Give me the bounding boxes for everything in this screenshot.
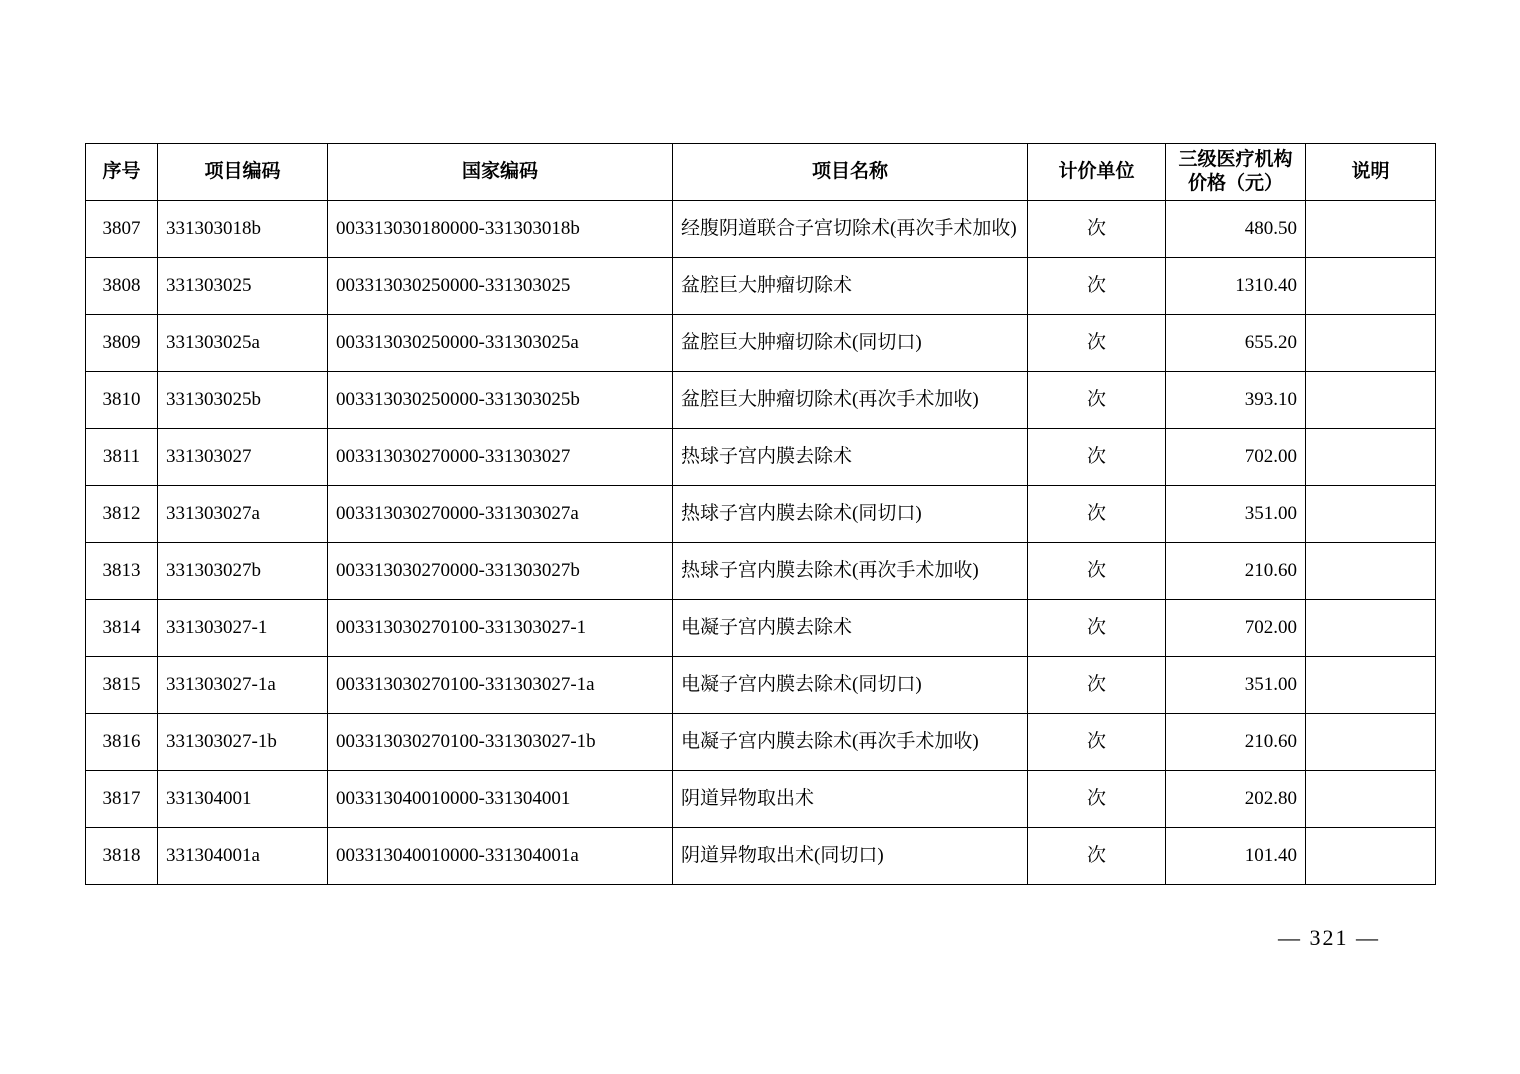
cell-item-name: 盆腔巨大肿瘤切除术 (673, 257, 1028, 314)
cell-item-code: 331304001 (158, 770, 328, 827)
cell-note (1306, 257, 1436, 314)
cell-note (1306, 770, 1436, 827)
cell-item-name: 热球子宫内膜去除术 (673, 428, 1028, 485)
cell-unit: 次 (1028, 314, 1166, 371)
table-row (86, 200, 1436, 257)
cell-price: 202.80 (1166, 770, 1306, 827)
cell-seq: 3807 (86, 200, 158, 257)
cell-seq: 3815 (86, 656, 158, 713)
cell-item-name: 经腹阴道联合子宫切除术(再次手术加收) (673, 200, 1028, 257)
cell-item-code: 331303027a (158, 485, 328, 542)
cell-item-name: 盆腔巨大肿瘤切除术(再次手术加收) (673, 371, 1028, 428)
cell-unit: 次 (1028, 371, 1166, 428)
cell-note (1306, 371, 1436, 428)
table-row (86, 827, 1436, 884)
cell-price: 393.10 (1166, 371, 1306, 428)
cell-national-code: 003313030270000-331303027 (328, 428, 673, 485)
cell-price: 210.60 (1166, 713, 1306, 770)
cell-seq: 3809 (86, 314, 158, 371)
cell-seq: 3811 (86, 428, 158, 485)
cell-note (1306, 713, 1436, 770)
cell-national-code: 003313030270100-331303027-1a (328, 656, 673, 713)
cell-item-name: 热球子宫内膜去除术(同切口) (673, 485, 1028, 542)
cell-price: 702.00 (1166, 428, 1306, 485)
cell-national-code: 003313030250000-331303025 (328, 257, 673, 314)
cell-note (1306, 542, 1436, 599)
table-row (86, 428, 1436, 485)
cell-seq: 3810 (86, 371, 158, 428)
cell-item-name: 电凝子宫内膜去除术 (673, 599, 1028, 656)
cell-unit: 次 (1028, 200, 1166, 257)
table-row (86, 485, 1436, 542)
header-item-name: 项目名称 (673, 144, 1028, 201)
cell-item-code: 331303025b (158, 371, 328, 428)
cell-unit: 次 (1028, 770, 1166, 827)
header-seq: 序号 (86, 144, 158, 201)
cell-seq: 3814 (86, 599, 158, 656)
cell-price: 351.00 (1166, 485, 1306, 542)
cell-seq: 3813 (86, 542, 158, 599)
header-price-line2: 价格（元） (1187, 172, 1283, 194)
table-row (86, 542, 1436, 599)
cell-unit: 次 (1028, 656, 1166, 713)
cell-national-code: 003313030250000-331303025a (328, 314, 673, 371)
cell-item-code: 331303027-1b (158, 713, 328, 770)
cell-national-code: 003313030270000-331303027a (328, 485, 673, 542)
header-item-code: 项目编码 (158, 144, 328, 201)
cell-unit: 次 (1028, 257, 1166, 314)
cell-price: 480.50 (1166, 200, 1306, 257)
cell-unit: 次 (1028, 485, 1166, 542)
cell-item-name: 盆腔巨大肿瘤切除术(同切口) (673, 314, 1028, 371)
cell-seq: 3817 (86, 770, 158, 827)
table-row (86, 257, 1436, 314)
table-row (86, 599, 1436, 656)
cell-note (1306, 656, 1436, 713)
cell-note (1306, 314, 1436, 371)
cell-item-code: 331303018b (158, 200, 328, 257)
cell-seq: 3816 (86, 713, 158, 770)
cell-item-code: 331303027 (158, 428, 328, 485)
cell-price: 101.40 (1166, 827, 1306, 884)
cell-item-name: 阴道异物取出术 (673, 770, 1028, 827)
cell-national-code: 003313030250000-331303025b (328, 371, 673, 428)
cell-price: 1310.40 (1166, 257, 1306, 314)
cell-item-name: 电凝子宫内膜去除术(再次手术加收) (673, 713, 1028, 770)
cell-price: 655.20 (1166, 314, 1306, 371)
price-table-container (85, 143, 1435, 885)
cell-price: 351.00 (1166, 656, 1306, 713)
header-note: 说明 (1306, 144, 1436, 201)
cell-item-code: 331303025a (158, 314, 328, 371)
cell-national-code: 003313040010000-331304001a (328, 827, 673, 884)
cell-note (1306, 485, 1436, 542)
cell-unit: 次 (1028, 599, 1166, 656)
cell-note (1306, 827, 1436, 884)
cell-national-code: 003313030270000-331303027b (328, 542, 673, 599)
cell-price: 702.00 (1166, 599, 1306, 656)
cell-national-code: 003313030270100-331303027-1 (328, 599, 673, 656)
medical-price-table (85, 143, 1436, 885)
page-number: — 321 — (1278, 925, 1380, 950)
table-row (86, 770, 1436, 827)
cell-item-code: 331304001a (158, 827, 328, 884)
header-price-line1: 三级医疗机构 (1178, 149, 1293, 170)
cell-seq: 3808 (86, 257, 158, 314)
cell-unit: 次 (1028, 713, 1166, 770)
table-row (86, 314, 1436, 371)
cell-unit: 次 (1028, 428, 1166, 485)
cell-note (1306, 599, 1436, 656)
cell-seq: 3818 (86, 827, 158, 884)
cell-item-name: 电凝子宫内膜去除术(同切口) (673, 656, 1028, 713)
cell-item-code: 331303025 (158, 257, 328, 314)
cell-price: 210.60 (1166, 542, 1306, 599)
cell-note (1306, 428, 1436, 485)
cell-national-code: 003313040010000-331304001 (328, 770, 673, 827)
cell-item-name: 阴道异物取出术(同切口) (673, 827, 1028, 884)
cell-unit: 次 (1028, 827, 1166, 884)
cell-seq: 3812 (86, 485, 158, 542)
cell-national-code: 003313030180000-331303018b (328, 200, 673, 257)
table-row (86, 713, 1436, 770)
table-row (86, 656, 1436, 713)
cell-item-code: 331303027-1a (158, 656, 328, 713)
table-header (86, 144, 1436, 201)
cell-item-name: 热球子宫内膜去除术(再次手术加收) (673, 542, 1028, 599)
header-national-code: 国家编码 (328, 144, 673, 201)
cell-item-code: 331303027b (158, 542, 328, 599)
header-price (1166, 144, 1306, 201)
header-row (86, 144, 1436, 201)
header-unit: 计价单位 (1028, 144, 1166, 201)
cell-national-code: 003313030270100-331303027-1b (328, 713, 673, 770)
cell-unit: 次 (1028, 542, 1166, 599)
table-row (86, 371, 1436, 428)
cell-note (1306, 200, 1436, 257)
table-body (86, 200, 1436, 884)
cell-item-code: 331303027-1 (158, 599, 328, 656)
